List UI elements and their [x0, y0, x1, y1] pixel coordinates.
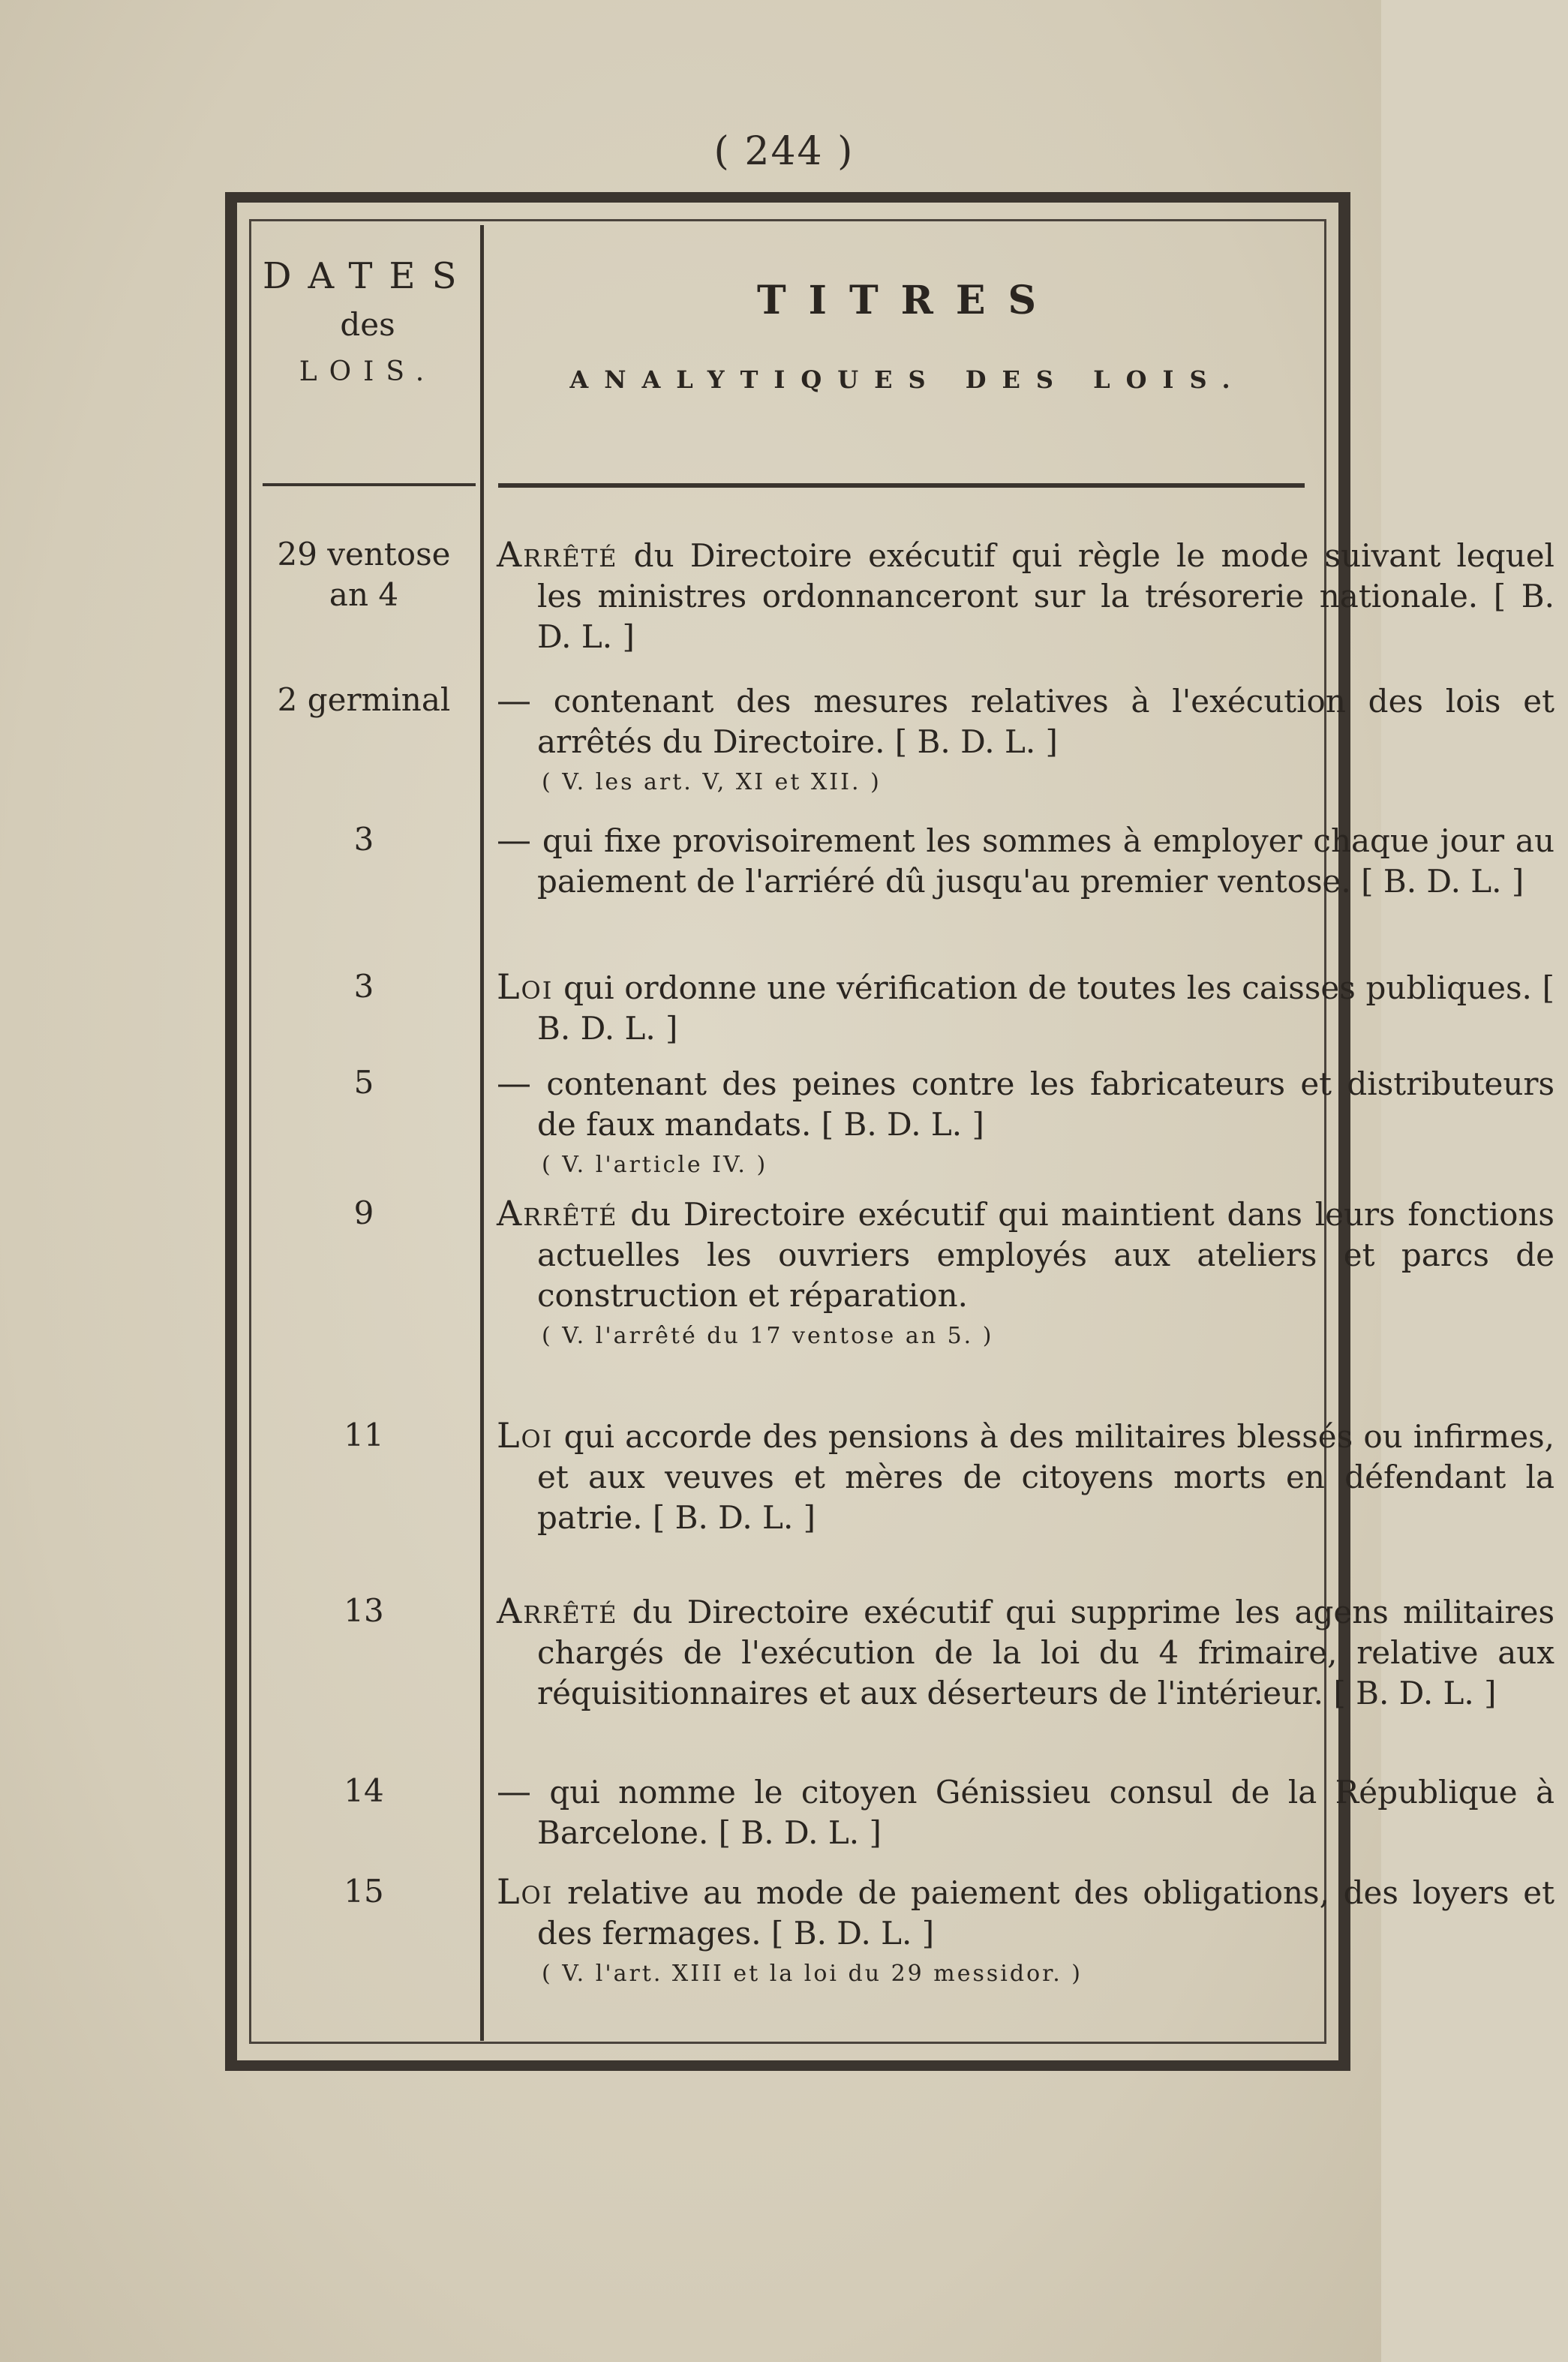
entry-text: du Directoire exécutif qui maintient dans leurs fonctions actuelles les ouvriers employés aux ateliers et parcs de construction et réparation.: [537, 1196, 1554, 1314]
entry-title: [497, 1871, 1554, 1990]
header-analytiques: ANALYTIQUES DES LOIS.: [569, 365, 1246, 394]
entry-title: [497, 1591, 1554, 1714]
entry-title: [497, 534, 1554, 657]
entry-note: ( V. l'art. XIII et la loi du 29 messidor. ): [542, 1961, 1083, 1987]
entry-note: ( V. l'arrêté du 17 ventose an 5. ): [542, 1323, 994, 1349]
entry-date: 9: [353, 1195, 374, 1231]
header-rule-left: [263, 483, 476, 486]
entry-note: ( V. l'article IV. ): [542, 1152, 768, 1178]
header-lois: LOIS.: [299, 356, 437, 387]
header-des: des: [340, 306, 395, 343]
entry-date: 3: [353, 968, 374, 1005]
entry-lead: Loi: [497, 1871, 554, 1912]
entry-text: du Directoire exécutif qui supprime les agens militaires chargés de l'exécution de la loi du 4 frimaire, relative aux réquisitionnaires et aux déserteurs de l'intérieur. [ B. D. L. ]: [537, 1594, 1554, 1711]
titles-column-header: [495, 278, 1320, 394]
entry-lead: —: [497, 1062, 531, 1103]
entry-text: relative au mode de paiement des obligations, des loyers et des fermages. [ B. D. L. ]: [537, 1874, 1554, 1952]
entry-title: [497, 819, 1554, 902]
entry-title: [497, 966, 1554, 1049]
entry-text: qui nomme le citoyen Génissieu consul de la République à Barcelone. [ B. D. L. ]: [531, 1774, 1554, 1851]
page-number: ( 244 ): [713, 129, 855, 174]
dates-column-header: [255, 255, 480, 387]
entry-title: [497, 1415, 1554, 1538]
entry-date: 11: [344, 1417, 384, 1453]
entry-date: 14: [344, 1772, 384, 1809]
entry-date: 5: [353, 1064, 374, 1101]
header-dates: DATES: [263, 255, 473, 297]
entry-text: qui fixe provisoirement les sommes à employer chaque jour au paiement de l'arriéré dû jusqu'au premier ventose. [ B. D. L. ]: [531, 822, 1554, 900]
entry-date: 15: [344, 1873, 384, 1910]
entry-text: qui ordonne une vérification de toutes les caisses publiques. [ B. D. L. ]: [537, 969, 1554, 1047]
entry-title: [497, 1193, 1554, 1352]
entry-lead: —: [497, 1771, 531, 1811]
entry-text: du Directoire exécutif qui règle le mode suivant lequel les ministres ordonnanceront sur la trésorerie nationale. [ B. D. L. ]: [537, 537, 1554, 655]
entry-date: 13: [344, 1592, 384, 1629]
entry-lead: Arrêté: [497, 534, 618, 575]
header-rule-right: [498, 483, 1305, 488]
entry-lead: Arrêté: [497, 1591, 618, 1631]
entry-text: contenant des mesures relatives à l'exécution des lois et arrêtés du Directoire. [ B. D. L. ]: [531, 683, 1554, 760]
entry-lead: Loi: [497, 966, 554, 1007]
entry-note: ( V. les art. V, XI et XII. ): [542, 769, 882, 795]
entry-title: [497, 1062, 1554, 1181]
column-divider: [480, 225, 484, 2041]
entry-lead: —: [497, 680, 531, 720]
entry-text: qui accorde des pensions à des militaires blessés ou infirmes, et aux veuves et mères de citoyens morts en défendant la patrie. [ B. D. L. ]: [537, 1418, 1554, 1536]
entry-lead: Arrêté: [497, 1193, 618, 1234]
entry-date: 29 ventose an 4: [277, 536, 451, 613]
entry-title: [497, 1771, 1554, 1853]
entry-lead: Loi: [497, 1415, 554, 1456]
entry-text: contenant des peines contre les fabricateurs et distributeurs de faux mandats. [ B. D. L. ]: [531, 1065, 1554, 1143]
header-titres: TITRES: [756, 278, 1059, 323]
entry-date: 2 germinal: [277, 681, 451, 718]
entry-lead: —: [497, 819, 531, 860]
entry-date: 3: [353, 821, 374, 858]
entry-title: [497, 680, 1554, 798]
